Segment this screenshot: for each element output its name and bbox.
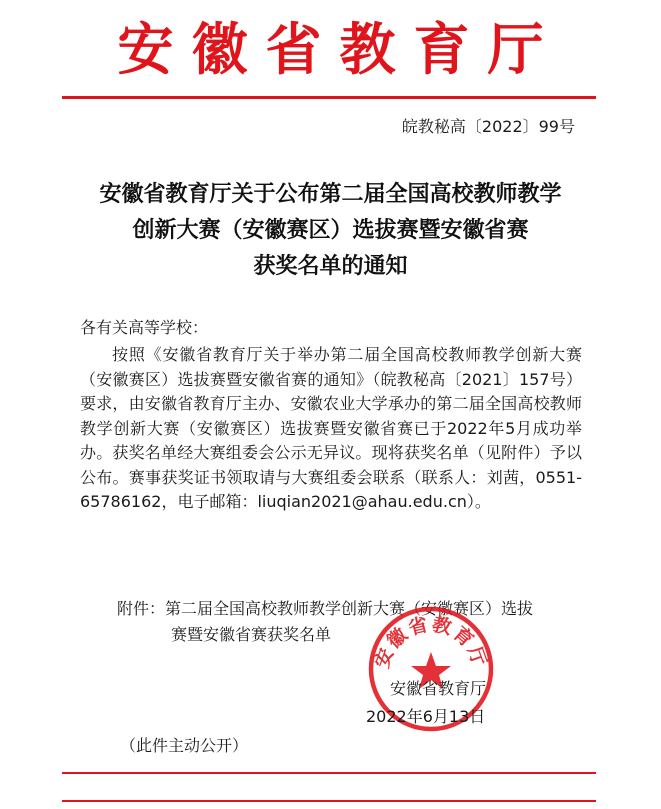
header-red-rule bbox=[62, 96, 596, 99]
signature-org: 安徽省教育厅 bbox=[390, 679, 487, 698]
footer-red-rule-2 bbox=[62, 800, 596, 802]
salutation: 各有关高等学校： bbox=[80, 318, 209, 337]
document-title-line-1: 安徽省教育厅关于公布第二届全国高校教师教学 bbox=[99, 181, 562, 207]
document-title bbox=[60, 176, 601, 284]
document-title-line-2: 创新大赛（安徽赛区）选拔赛暨安徽省赛 bbox=[132, 217, 529, 243]
attachment-note bbox=[117, 596, 597, 648]
attachment-line-1: 第二届全国高校教师教学创新大赛（安徽赛区）选拔 bbox=[165, 599, 534, 618]
document-title-line-3: 获奖名单的通知 bbox=[253, 253, 408, 279]
footer-red-rule-1 bbox=[62, 772, 596, 774]
attachment-label: 附件： bbox=[117, 599, 166, 618]
attachment-line-2: 赛暨安徽省赛获奖名单 bbox=[171, 625, 332, 644]
svg-text:安徽省教育厅: 安徽省教育厅 bbox=[370, 613, 492, 671]
document-number: 皖教秘高〔2022〕99号 bbox=[401, 117, 575, 136]
signature-date: 2022年6月13日 bbox=[366, 707, 486, 726]
issuing-org-title: 安徽省教育厅 bbox=[117, 17, 562, 83]
body-paragraph: 按照《安徽省教育厅关于举办第二届全国高校教师教学创新大赛（安徽赛区）选拔赛暨安徽省赛的通知》（皖教秘高〔2021〕157号）要求，由安徽省教育厅主办、安徽农业大学承办的第二届全国高校教师教学创新大赛（安徽赛区）选拔赛暨安徽省赛已于2022年5月成功举办。获奖名单经大赛组委会公示无异议。现将获奖名单（见附件）予以公布。赛事获奖证书领取请与大赛组委会联系（联系人：刘茜，0551-65786162，电子邮箱：liuqian2021@ahau.edu.cn）。 bbox=[80, 345, 582, 511]
disclosure-note: （此件主动公开） bbox=[120, 736, 249, 755]
